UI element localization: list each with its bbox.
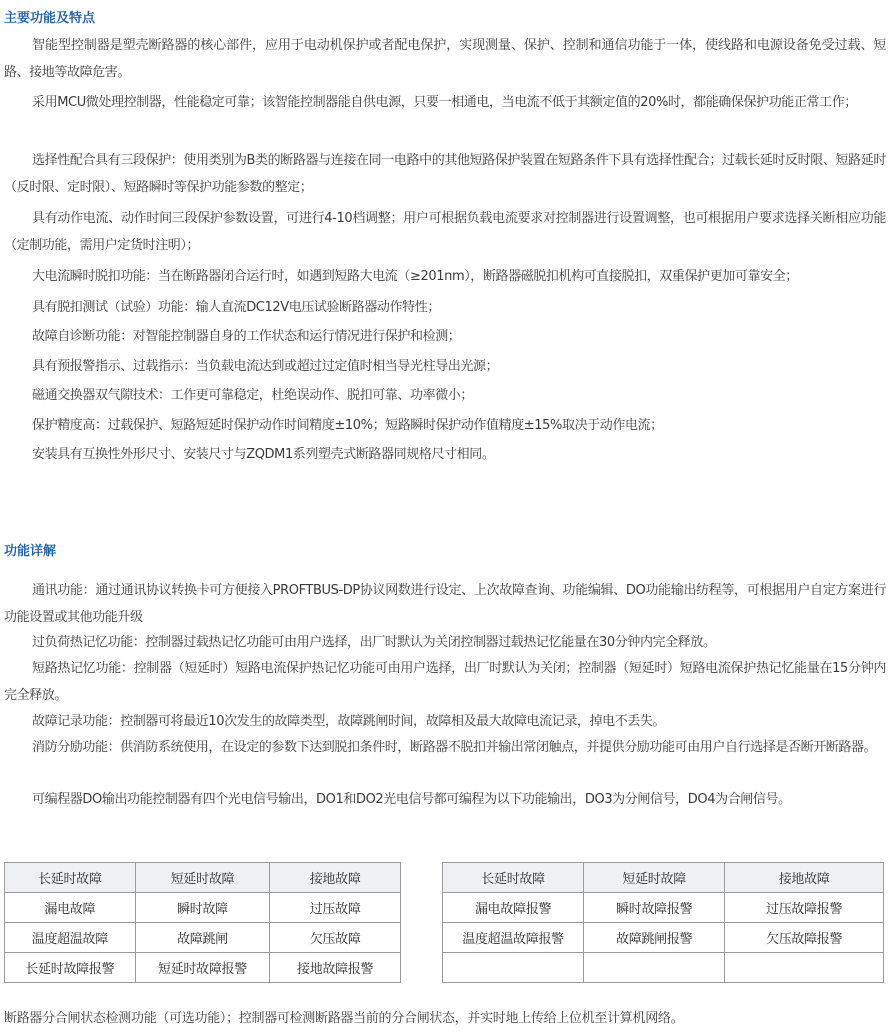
table-row	[5, 953, 401, 983]
table-header-row	[443, 863, 884, 893]
function-paragraph: 短路热记忆功能：控制器（短延时）短路电流保护热记忆功能可由用户选择，出厂时默认为关闭；控制器（短延时）短路电流保护热记忆能量在15分钟内完全释放。	[4, 661, 886, 703]
feature-paragraph: 具有脱扣测试（试验）功能：输人直流DC12V电压试验断路器动作特性；	[32, 300, 440, 315]
table-cell: 短延时故障报警	[135, 953, 270, 983]
table-cell	[725, 953, 884, 983]
table-cell: 长延时故障报警	[5, 953, 136, 983]
table-header-cell: 接地故障	[270, 863, 401, 893]
table-header-row	[5, 863, 401, 893]
table-cell: 瞬时故障	[135, 893, 270, 923]
table-cell: 欠压故障	[270, 923, 401, 953]
table-header-cell: 接地故障	[725, 863, 884, 893]
table-cell: 瞬时故障报警	[584, 893, 725, 923]
feature-paragraph: 故障自诊断功能：对智能控制器自身的工作状态和运行情况进行保护和检测；	[32, 329, 461, 344]
function-paragraph: 通讯功能：通过通讯协议转换卡可方便接入PROFTBUS-DP协议网数进行设定、上次故障查询、功能编辑、DO功能输出纺程等，可根据用户自定方案进行功能设置或其他功能升级	[4, 583, 886, 625]
section-2-title: 功能详解	[4, 544, 57, 559]
table-cell: 过压故障	[270, 893, 401, 923]
feature-paragraph: 保护精度高：过载保护、短路短延时保护动作时间精度±10%；短路瞬时保护动作值精度±15%取决于动作电流；	[32, 418, 663, 433]
feature-paragraph: 采用MCU微处理控制器，性能稳定可靠；该智能控制器能自供电源，只要一相通电，当电流不低于其额定值的20%时，都能确保保护功能正常工作；	[32, 95, 857, 110]
feature-paragraph: 大电流瞬时脱扣功能：当在断路器闭合运行时，如遇到短路大电流（≥201nm），断路器磁脱扣机构可直接脱扣，双重保护更加可靠安全；	[32, 269, 798, 284]
table-row	[443, 953, 884, 983]
table-header-cell: 短延时故障	[135, 863, 270, 893]
fault-table-right	[442, 862, 884, 983]
feature-paragraph: 安装具有互换性外形尺寸、安装尺寸与ZQDM1系列塑壳式断路器同规格尺寸相同。	[32, 447, 495, 462]
table-cell: 欠压故障报警	[725, 923, 884, 953]
table-header-cell: 长延时故障	[5, 863, 136, 893]
table-header-cell: 短延时故障	[584, 863, 725, 893]
fault-table-left	[4, 862, 401, 983]
table-header-cell: 长延时故障	[443, 863, 584, 893]
table-cell: 过压故障报警	[725, 893, 884, 923]
function-paragraph: 故障记录功能：控制器可将最近10次发生的故障类型，故障跳闸时间，故障相及最大故障电流记录，掉电不丢失。	[32, 714, 666, 729]
section-1-title: 主要功能及特点	[4, 11, 96, 26]
function-paragraph: 过负荷热记忆功能：控制器过载热记忆功能可由用户选择，出厂时默认为关闭控制器过载热记忆能量在30分钟内完全释放。	[32, 635, 716, 650]
feature-paragraph: 智能型控制器是塑壳断路器的核心部件，应用于电动机保护或者配电保护，实现测量、保护、控制和通信功能于一体，使线路和电源设备免受过载、短路、接地等故障危害。	[4, 38, 886, 80]
table-cell: 温度超温故障报警	[443, 923, 584, 953]
table-row	[443, 893, 884, 923]
feature-paragraph: 具有动作电流、动作时间三段保护参数设置，可进行4-10档调整；用户可根据负载电流要求对控制器进行设置调整，也可根据用户要求选择关断相应功能（定制功能，需用户定货时注明）；	[4, 211, 886, 253]
table-row	[5, 923, 401, 953]
function-paragraph: 消防分励功能：供消防系统使用，在设定的参数下达到脱扣条件时，断路器不脱扣并输出常闭触点，并提供分励功能可由用户自行选择是否断开断路器。	[32, 740, 877, 755]
table-cell: 故障跳闸	[135, 923, 270, 953]
table-cell: 故障跳闸报警	[584, 923, 725, 953]
table-row	[443, 923, 884, 953]
table-cell: 漏电故障	[5, 893, 136, 923]
feature-paragraph: 选择性配合具有三段保护：使用类别为B类的断路器与连接在同一电路中的其他短路保护装置在短路条件下具有选择性配合；过载长延时反时限、短路延时（反时限、定时限）、短路瞬时等保护功能参数的整定；	[4, 153, 886, 195]
footer-note: 断路器分合闸状态检测功能（可选功能）；控制器可检测断路器当前的分合闸状态，并实时地上传给上位机至计算机网络。	[4, 1011, 684, 1026]
table-row	[5, 893, 401, 923]
table-cell: 温度超温故障	[5, 923, 136, 953]
table-cell	[584, 953, 725, 983]
feature-paragraph: 磁通交换器双气隙技术：工作更可靠稳定，杜绝误动作、脱扣可靠、功率微小；	[32, 388, 474, 403]
table-cell: 接地故障报警	[270, 953, 401, 983]
table-cell	[443, 953, 584, 983]
function-paragraph: 可编程器DO输出功能控制器有四个光电信号输出，DO1和DO2光电信号都可编程为以下功能输出，DO3为分闸信号，DO4为合闸信号。	[32, 792, 791, 807]
feature-paragraph: 具有预报警指示、过载指示：当负载电流达到或超过过定值时相当导光柱导出光源；	[32, 359, 499, 374]
table-cell: 漏电故障报警	[443, 893, 584, 923]
